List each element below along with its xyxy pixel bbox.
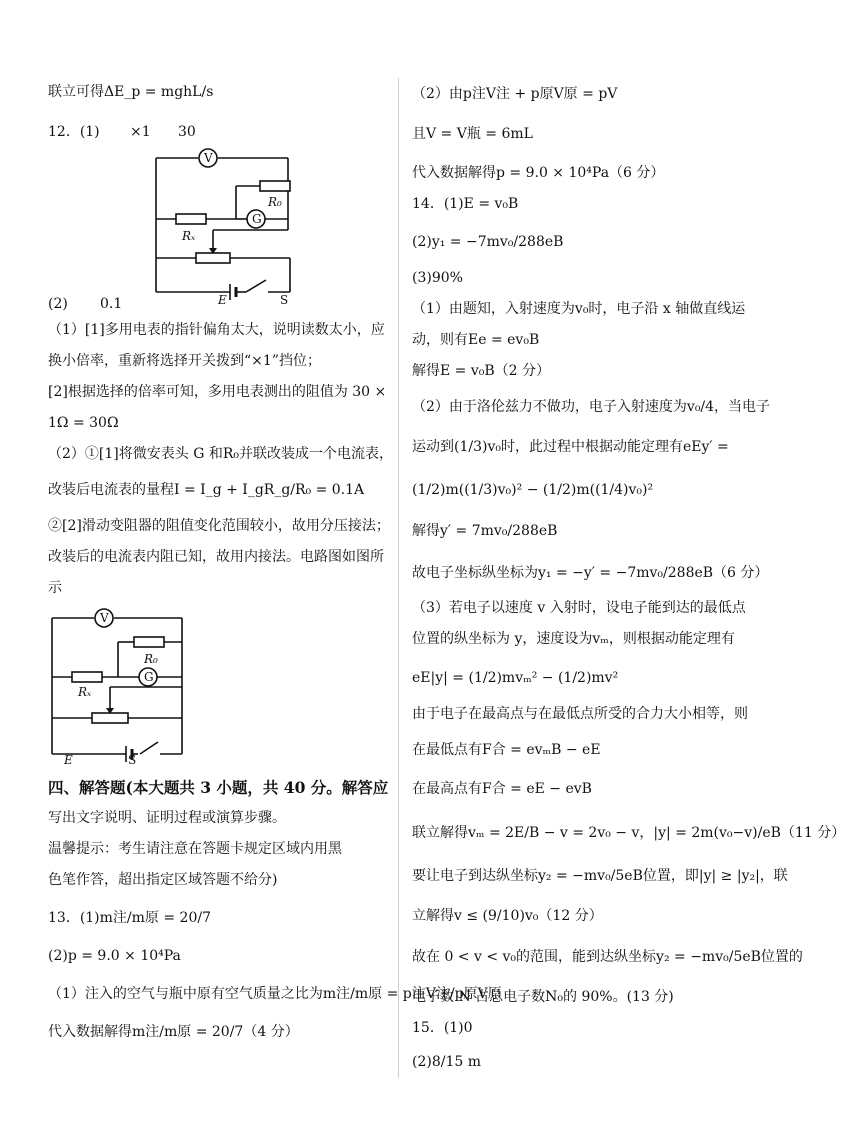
text-line: 温馨提示：考生请注意在答题卡规定区域内用黑: [48, 841, 342, 857]
text-line: eE|y| = (1/2)mvₘ² − (1/2)mv²: [412, 670, 619, 686]
text-line: 写出文字说明、证明过程或演算步骤。: [48, 810, 286, 826]
text-line: (3)90%: [412, 270, 463, 286]
question-15-label: 15．(1)0: [412, 1020, 473, 1036]
text-line: 位置的纵坐标为 y，速度设为vₘ，则根据动能定理有: [412, 631, 735, 647]
circuit-diagram-1: [148, 144, 348, 308]
answer-value: 0.1: [100, 296, 123, 312]
text-line: (1/2)m((1/3)v₀)² − (1/2)m((1/4)v₀)²: [412, 482, 654, 498]
text-line: 电子数 N 占总电子数N₀的 90%。(13 分): [412, 989, 674, 1005]
text-line: 示: [48, 580, 62, 596]
switch-label: S: [280, 293, 289, 307]
text-line: 13．(1)m注/m原 = 20/7: [48, 910, 211, 926]
text-line: （1）[1]多用电表的指针偏角太大，说明读数太小，应: [48, 322, 385, 338]
text-line: 代入数据解得p = 9.0 × 10⁴Pa（6 分）: [412, 165, 665, 181]
text-line: 动，则有Ee = ev₀B: [412, 332, 540, 348]
text-line: 联立可得ΔE_p = mghL/s: [48, 84, 214, 100]
text-line: 要让电子到达纵坐标y₂ = −mv₀/5eB位置，即|y| ≥ |y₂|，联: [412, 868, 788, 884]
text-line: 换小倍率，重新将选择开关拨到“×1”挡位；: [48, 353, 321, 369]
text-line: ②[2]滑动变阻器的阻值变化范围较小，故用分压接法；: [48, 518, 390, 534]
text-line: 代入数据解得m注/m原 = 20/7（4 分）: [48, 1024, 299, 1040]
section-heading: 四、解答题(本大题共 3 小题，共 40 分。解答应: [48, 778, 389, 797]
text-line: 改装后电流表的量程I = I_g + I_gR_g/R₀ = 0.1A: [48, 482, 365, 498]
text-line: (2)y₁ = −7mv₀/288eB: [412, 234, 564, 250]
text-line: 解得E = v₀B（2 分）: [412, 363, 551, 379]
answer-value: 30: [178, 124, 196, 140]
text-line: 由于电子在最高点与在最低点所受的合力大小相等，则: [412, 706, 748, 722]
text-line: （2）①[1]将微安表头 G 和R₀并联改装成一个电流表，: [48, 446, 393, 462]
text-line: 且V = V瓶 = 6mL: [412, 126, 533, 142]
question-12-label: 12．(1): [48, 124, 100, 140]
text-line: （2）由p注V注 + p原V原 = pV: [412, 86, 618, 102]
question-14-label: 14．(1)E = v₀B: [412, 196, 519, 212]
text-line: （1）由题知，入射速度为v₀时，电子沿 x 轴做直线运: [412, 301, 746, 317]
r0-label: R₀: [268, 195, 282, 209]
text-line: (2)8/15 m: [412, 1054, 481, 1070]
text-line: 在最高点有F合 = eE − evB: [412, 781, 592, 797]
text-line: 故电子坐标纵坐标为y₁ = −y′ = −7mv₀/288eB（6 分）: [412, 565, 769, 581]
emf-label: E: [64, 753, 73, 767]
text-line: 运动到(1/3)v₀时，此过程中根据动能定理有eEy′ =: [412, 439, 729, 455]
right-column: [412, 0, 845, 1122]
switch-label: S: [128, 753, 137, 767]
galvanometer-label: G: [252, 212, 262, 226]
emf-label: E: [218, 293, 227, 307]
text-line: 故在 0 < v < v₀的范围，能到达纵坐标y₂ = −mv₀/5eB位置的: [412, 949, 803, 965]
galvanometer-label: G: [144, 670, 154, 684]
text-line: （2）由于洛伦兹力不做功，电子入射速度为v₀/4，当电子: [412, 399, 771, 415]
rx-label: Rₓ: [78, 685, 92, 699]
text-line: 立解得v ≤ (9/10)v₀（12 分）: [412, 908, 603, 924]
text-line: (2)p = 9.0 × 10⁴Pa: [48, 948, 181, 964]
text-line: 1Ω = 30Ω: [48, 415, 119, 431]
voltmeter-label: V: [204, 151, 213, 165]
answer-value: ×1: [130, 124, 151, 140]
text-line: 色笔作答，超出指定区域答题不给分): [48, 872, 278, 888]
r0-label: R₀: [144, 652, 158, 666]
text-line: （3）若电子以速度 v 入射时，设电子能到达的最低点: [412, 600, 746, 616]
text-line: 在最低点有F合 = evₘB − eE: [412, 742, 601, 758]
circuit-diagram-2: [48, 604, 248, 768]
text-line: [2]根据选择的倍率可知，多用电表测出的阻值为 30 ×: [48, 384, 387, 400]
text-line: 改装后的电流表内阻已知，故用内接法。电路图如图所: [48, 549, 384, 565]
text-line: 联立解得vₘ = 2E/B − v = 2v₀ − v，|y| = 2m(v₀−v)/eB（11 分）: [412, 825, 845, 841]
voltmeter-label: V: [100, 611, 109, 625]
answer-label: (2): [48, 296, 68, 312]
text-line: 解得y′ = 7mv₀/288eB: [412, 523, 558, 539]
text-line: （1）注入的空气与瓶中原有空气质量之比为m注/m原 = p注V注/p原V原: [48, 986, 502, 1002]
rx-label: Rₓ: [182, 229, 196, 243]
